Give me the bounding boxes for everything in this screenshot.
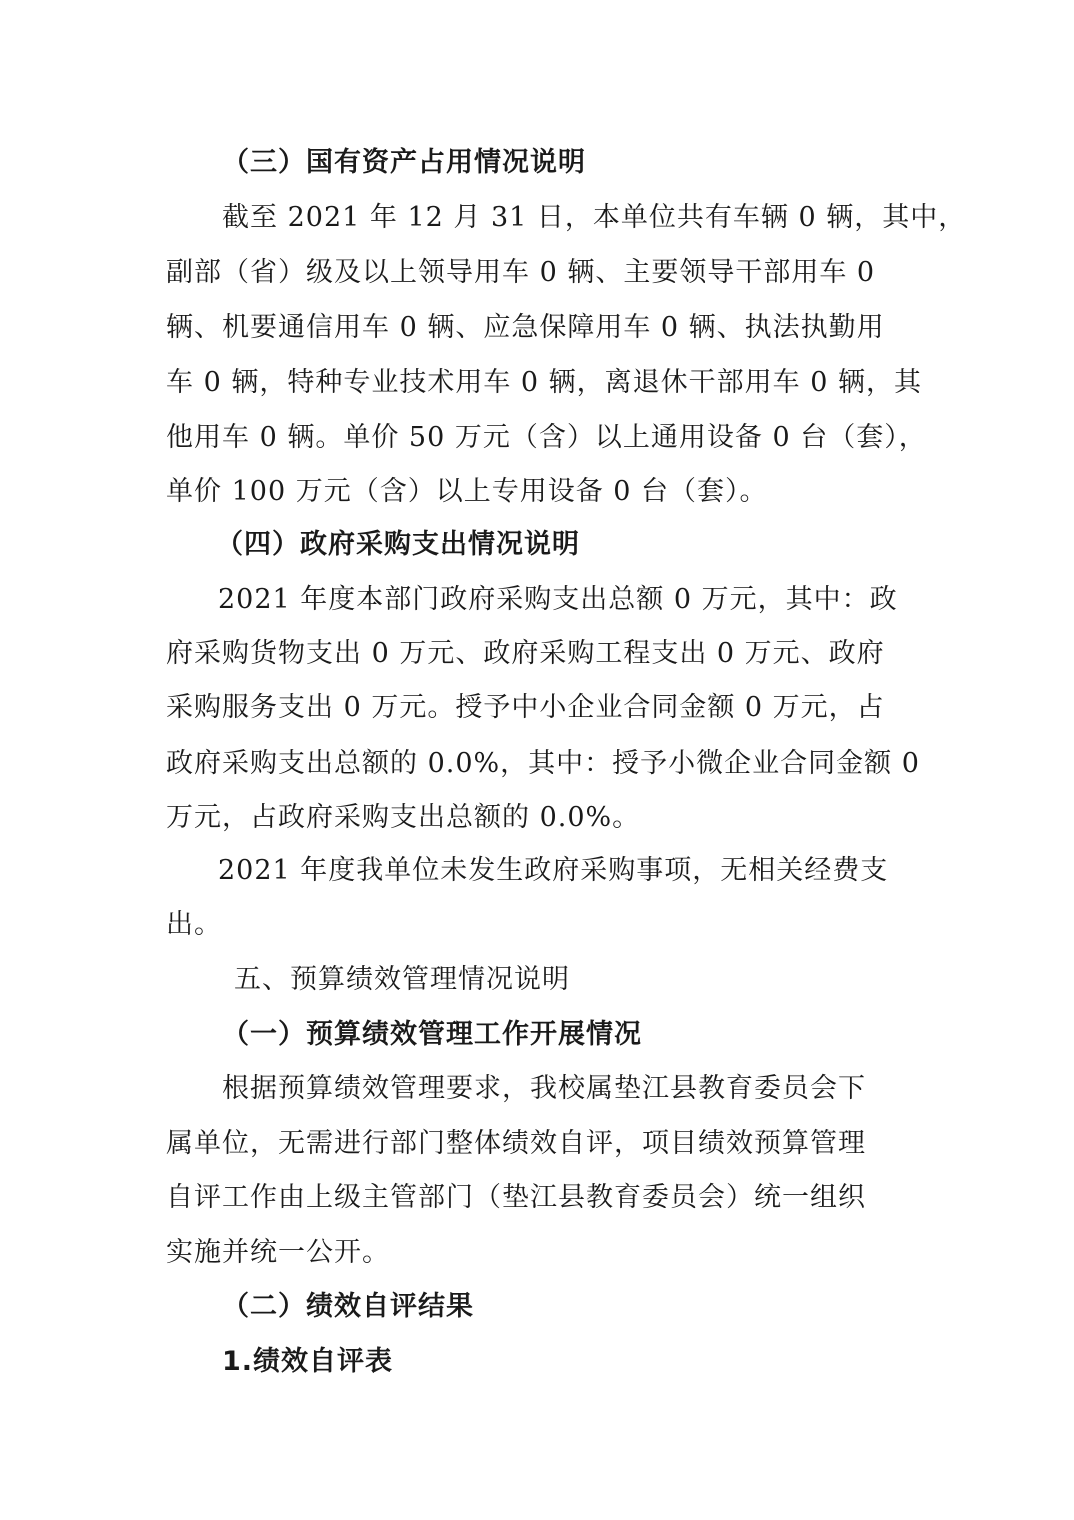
heading-performance-sub2: （二）绩效自评结果 [222,1291,474,1322]
heading-performance-sub1: （一）预算绩效管理工作开展情况 [222,1019,642,1050]
performance-line-3: 自评工作由上级主管部门（垫江县教育委员会）统一组织 [166,1182,866,1213]
heading-procurement: （四）政府采购支出情况说明 [216,529,580,560]
assets-line-2: 副部（省）级及以上领导用车 0 辆、主要领导干部用车 0 [166,257,876,288]
heading-performance: 五、预算绩效管理情况说明 [234,964,570,995]
assets-line-1: 截至 2021 年 12 月 31 日，本单位共有车辆 0 辆，其中， [222,202,967,233]
performance-item-1: 1.绩效自评表 [222,1346,394,1377]
performance-line-4: 实施并统一公开。 [166,1237,390,1268]
heading-assets: （三）国有资产占用情况说明 [222,147,586,178]
assets-line-5: 他用车 0 辆。单价 50 万元（含）以上通用设备 0 台（套）， [166,422,927,453]
procurement-line-1: 2021 年度本部门政府采购支出总额 0 万元，其中：政 [218,584,898,615]
performance-line-2: 属单位，无需进行部门整体绩效自评，项目绩效预算管理 [166,1128,866,1159]
procurement-line-2: 府采购货物支出 0 万元、政府采购工程支出 0 万元、政府 [166,638,885,669]
assets-line-3: 辆、机要通信用车 0 辆、应急保障用车 0 辆、执法执勤用 [166,312,885,343]
assets-line-6: 单价 100 万元（含）以上专用设备 0 台（套）。 [166,476,768,507]
procurement-line-4: 政府采购支出总额的 0.0%，其中：授予小微企业合同金额 0 [166,748,920,779]
assets-line-4: 车 0 辆，特种专业技术用车 0 辆，离退休干部用车 0 辆，其 [166,367,923,398]
procurement-note-line-2: 出。 [166,909,222,940]
performance-line-1: 根据预算绩效管理要求，我校属垫江县教育委员会下 [222,1073,866,1104]
procurement-line-5: 万元，占政府采购支出总额的 0.0%。 [166,802,641,833]
procurement-line-3: 采购服务支出 0 万元。授予中小企业合同金额 0 万元，占 [166,692,885,723]
procurement-note-line-1: 2021 年度我单位未发生政府采购事项，无相关经费支 [218,855,889,886]
